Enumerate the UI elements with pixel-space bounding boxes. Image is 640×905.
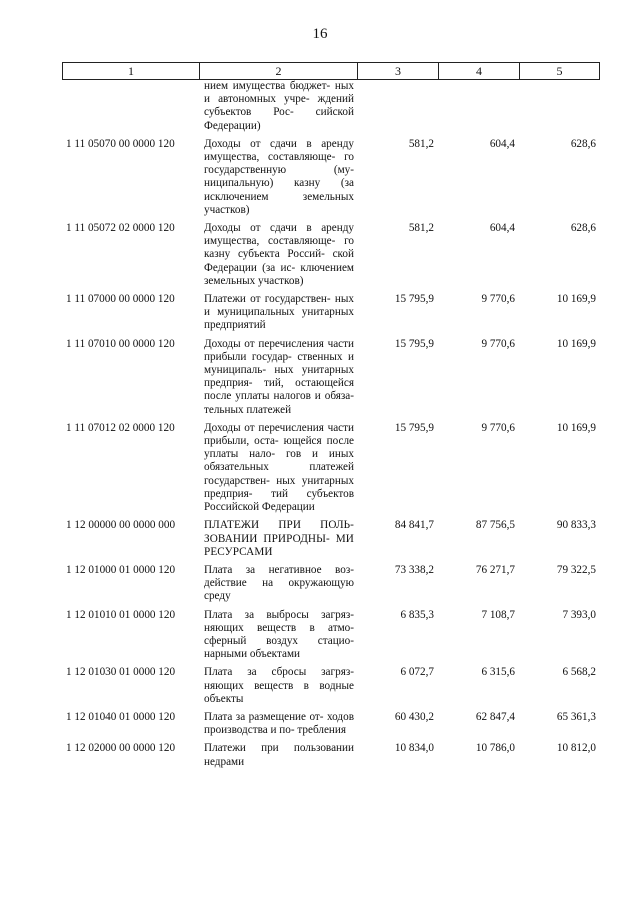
- row-value-3: 10 834,0: [394, 742, 434, 755]
- row-name: Плата за негативное воз- действие на окружающую среду: [204, 563, 354, 603]
- table-body: [62, 80, 600, 769]
- row-code: 1 12 01030 01 0000 120: [66, 666, 176, 679]
- row-value-4: 9 770,6: [481, 421, 515, 434]
- table-row: [62, 338, 600, 417]
- row-value-3: 581,2: [408, 137, 434, 150]
- row-value-3: 15 795,9: [394, 337, 434, 350]
- table-row: [62, 293, 600, 333]
- header-col-1: 1: [63, 63, 200, 79]
- row-value-5: 90 833,3: [556, 519, 596, 532]
- row-code: 1 12 01010 01 0000 120: [66, 608, 176, 621]
- table-row: [62, 711, 600, 737]
- row-value-3: 6 072,7: [400, 666, 434, 679]
- row-value-5: 10 169,9: [556, 421, 596, 434]
- table-row: [62, 222, 600, 288]
- continuation-text: нием имущества бюджет- ных и автономных учре- ждений субъектов Рос- сийской Федерации): [204, 80, 354, 132]
- row-code: 1 11 05072 02 0000 120: [66, 222, 175, 235]
- row-code: 1 12 00000 00 0000 000: [66, 519, 176, 532]
- row-value-3: 6 835,3: [400, 608, 434, 621]
- table-row: [62, 666, 600, 706]
- row-value-4: 604,4: [489, 137, 515, 150]
- row-name: Платежи от государствен- ных и муниципальных унитарных предприятий: [204, 293, 354, 332]
- table-row: [62, 138, 600, 217]
- row-name: Платежи при пользовании недрами: [204, 742, 354, 768]
- row-value-3: 60 430,2: [394, 710, 434, 723]
- row-code: 1 11 05070 00 0000 120: [66, 137, 175, 150]
- row-value-5: 7 393,0: [562, 608, 596, 621]
- row-value-3: 581,2: [408, 222, 434, 235]
- header-col-5: 5: [556, 64, 563, 78]
- header-col-4: 4: [439, 63, 520, 79]
- page-number: 16: [312, 26, 328, 42]
- table-row: [62, 422, 600, 514]
- row-value-4: 6 315,6: [481, 666, 515, 679]
- row-value-5: 10 812,0: [556, 742, 596, 755]
- row-value-5: 10 169,9: [556, 337, 596, 350]
- row-code: 1 11 07012 02 0000 120: [66, 421, 175, 434]
- row-code: 1 11 07000 00 0000 120: [66, 293, 175, 306]
- row-name: Плата за сбросы загряз- няющих веществ в водные объекты: [204, 666, 354, 705]
- row-value-5: 628,6: [570, 137, 596, 150]
- table-row: [62, 519, 600, 559]
- row-name: Доходы от сдачи в аренду имущества, составляюще- го государственную (му- ниципальную) казну (за исключением земельных участков): [204, 137, 354, 216]
- row-value-3: 73 338,2: [394, 563, 434, 576]
- table-row-continuation: [62, 80, 600, 133]
- row-value-5: 6 568,2: [562, 666, 596, 679]
- row-value-4: 87 756,5: [475, 519, 515, 532]
- row-name: Доходы от сдачи в аренду имущества, составляюще- го казну субъекта Россий- ской Федерации (за ис- ключением земельных участков): [204, 222, 354, 287]
- row-code: 1 12 02000 00 0000 120: [66, 742, 176, 755]
- row-value-4: 10 786,0: [475, 742, 515, 755]
- row-value-4: 9 770,6: [481, 293, 515, 306]
- row-name: Доходы от перечисления части прибыли, оста- ющейся после уплаты нало- гов и иных обязательных платежей государствен- ных унитарных предприя- тий субъектов Российской Федерации: [204, 421, 354, 514]
- table-row: [62, 742, 600, 768]
- row-value-4: 604,4: [489, 222, 515, 235]
- row-name: Плата за выбросы загряз- няющих веществ в атмо- сферный воздух стацио- нарными объектами: [204, 608, 354, 661]
- row-value-5: 65 361,3: [556, 710, 596, 723]
- row-value-5: 10 169,9: [556, 293, 596, 306]
- row-value-4: 7 108,7: [481, 608, 515, 621]
- header-col-3: 3: [358, 63, 439, 79]
- row-code: 1 11 07010 00 0000 120: [66, 337, 175, 350]
- row-value-5: 628,6: [570, 222, 596, 235]
- row-value-3: 15 795,9: [394, 421, 434, 434]
- table-row: [62, 609, 600, 662]
- row-code: 1 12 01000 01 0000 120: [66, 563, 176, 576]
- row-value-5: 79 322,5: [556, 563, 596, 576]
- row-value-3: 15 795,9: [394, 293, 434, 306]
- row-value-4: 9 770,6: [481, 337, 515, 350]
- table-header: [62, 62, 600, 80]
- row-name: ПЛАТЕЖИ ПРИ ПОЛЬ- ЗОВАНИИ ПРИРОДНЫ- МИ РЕСУРСАМИ: [204, 519, 354, 558]
- table-row: [62, 564, 600, 604]
- row-name: Доходы от перечисления части прибыли государ- ственных и муниципаль- ных унитарных предприя- тий, остающейся после уплаты налогов и обяза- тельных платежей: [204, 337, 354, 416]
- row-name: Плата за размещение от- ходов производства и по- требления: [204, 710, 354, 737]
- row-value-3: 84 841,7: [394, 519, 434, 532]
- row-code: 1 12 01040 01 0000 120: [66, 710, 176, 723]
- row-value-4: 62 847,4: [475, 710, 515, 723]
- header-col-2: 2: [200, 63, 358, 79]
- row-value-4: 76 271,7: [475, 563, 515, 576]
